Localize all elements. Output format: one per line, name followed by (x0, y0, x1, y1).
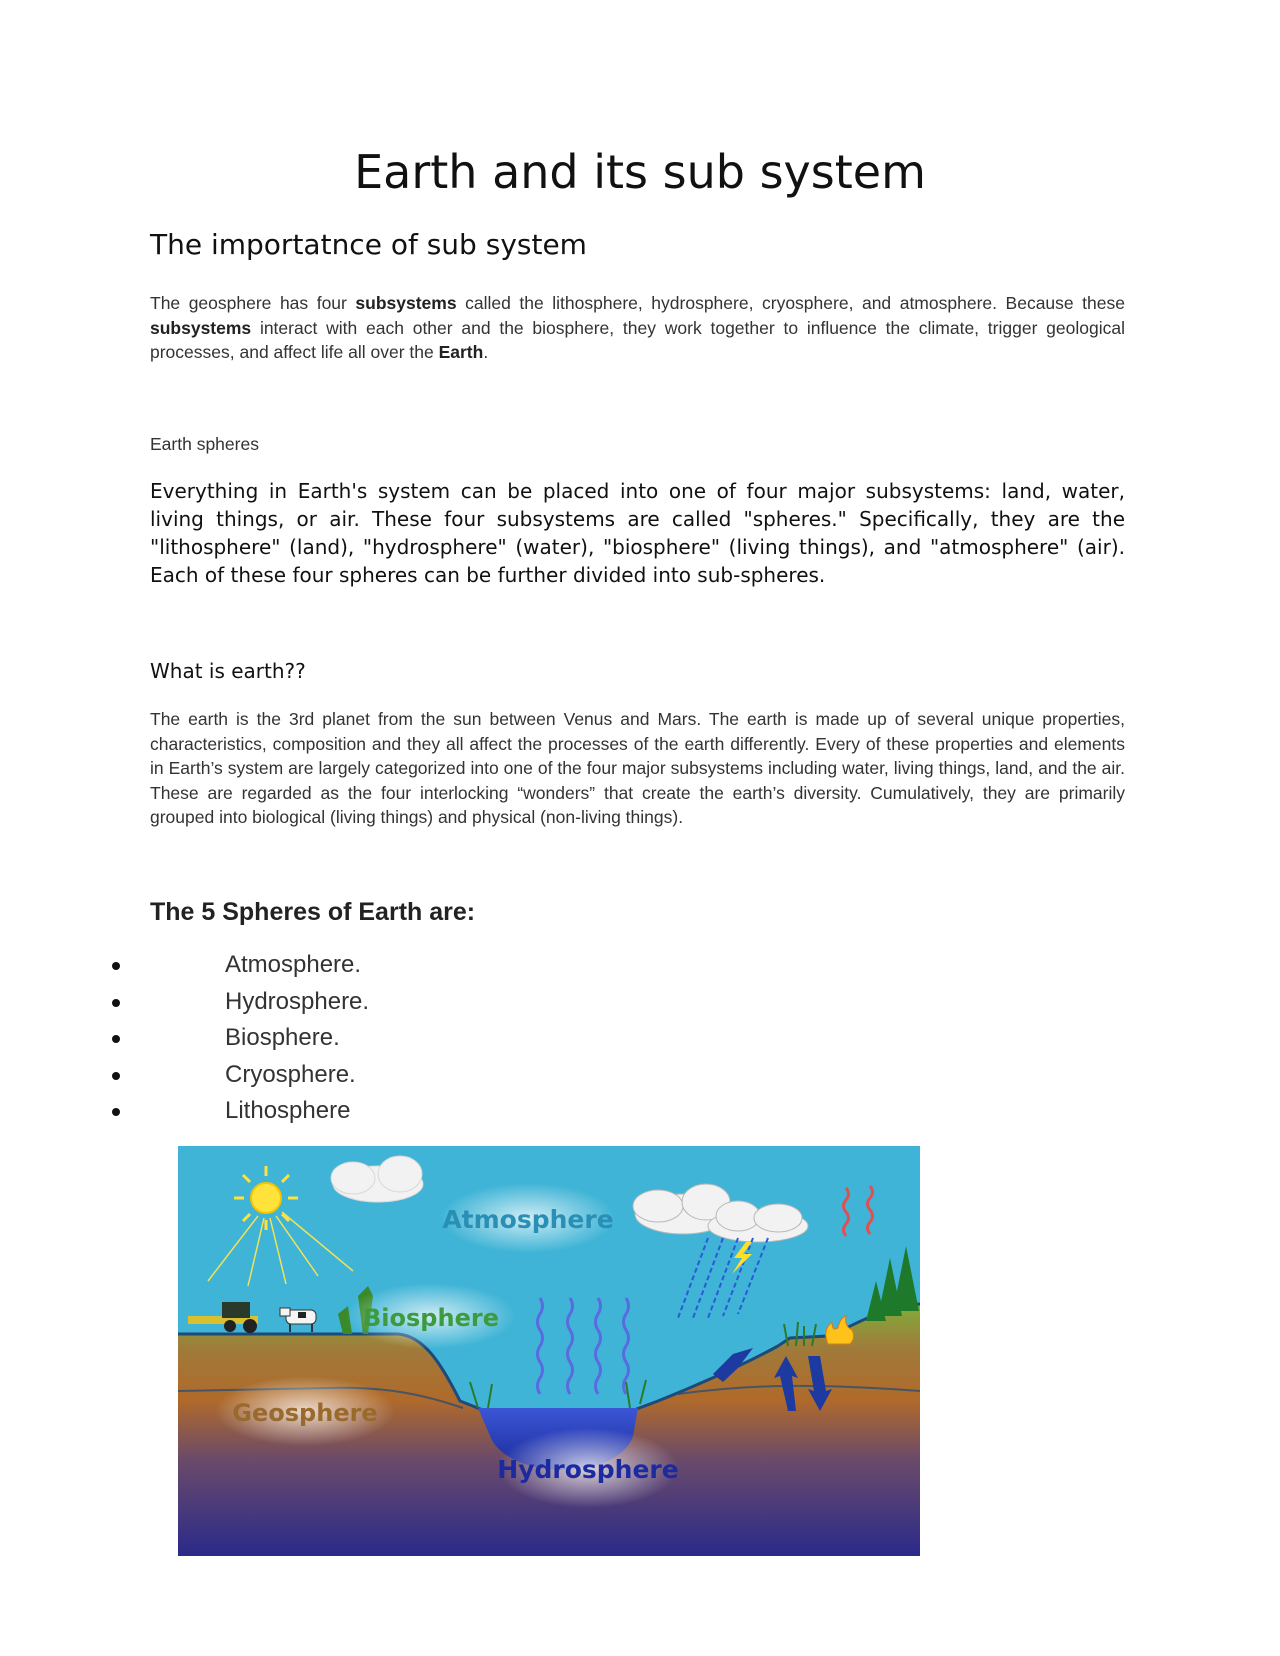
section-heading-what-is-earth: What is earth?? (150, 659, 306, 683)
geosphere-label: Geosphere (232, 1399, 378, 1427)
bullet-icon (112, 1072, 120, 1080)
biosphere-label: Biosphere (363, 1304, 499, 1332)
earth-spheres-diagram (178, 1146, 920, 1556)
section-heading-importance: The importatnce of sub system (150, 228, 587, 261)
page-title: Earth and its sub system (354, 145, 926, 199)
earth-spheres-label: Earth spheres (150, 434, 259, 454)
bullet-icon (112, 962, 120, 970)
bullet-icon (112, 1108, 120, 1116)
document-page: Earth and its sub system The importatnce of sub system The geosphere has four subsystems called the lithosphere, hydrosphere, cryosphere, and atmosphere. Because these subsystems interact with each other and the biosphere, they work together to influence the climate, trigger geological processes, and affect life all over the Earth. Earth spheres Everything in Earth's system can be placed into one of four major subsystems: land, water, living things, or air. These four subsystems are called "spheres." Specifically, they are the "lithosphere" (land), "hydrosphere" (water), "biosphere" (living things), and "atmosphere" (air). Each of these four spheres can be further divided into sub-spheres. What is earth?? The earth is the 3rd planet from the sun between Venus and Mars. The earth is made up of several unique properties, characteristics, composition and they all affect the processes of the earth differently. Every of these properties and elements in Earth’s system are largely categorized into one of the four major subsystems including water, living things, land, and the air. These are regarded as the four interlocking “wonders” that create the earth’s diversity. Cumulatively, they are primarily grouped into biological (living things) and physical (non-living things). The 5 Spheres of Earth are: Atmosphere. Hydrosphere. Biosphere. Cryosphere. Lithosphere Atmosphere Biosphere Geosphere Hydrosphere (0, 0, 1280, 1656)
atmosphere-label: Atmosphere (442, 1205, 614, 1234)
paragraph-what-is-earth: The earth is the 3rd planet from the sun between Venus and Mars. The earth is made up of several unique properties, characteristics, composition and they all affect the processes of the earth differently. Every of these properties and elements in Earth’s system are largely categorized into one of the four major subsystems including water, living things, land, and the air. These are regarded as the four interlocking “wonders” that create the earth’s diversity. Cumulatively, they are primarily grouped into biological (living things) and physical (non-living things). (150, 709, 1125, 827)
hydrosphere-label: Hydrosphere (497, 1455, 679, 1484)
section-heading-five-spheres: The 5 Spheres of Earth are: (150, 898, 476, 926)
paragraph-subsystems: The geosphere has four subsystems called the lithosphere, hydrosphere, cryosphere, and atmosphere. Because these subsystems interact with each other and the biosphere, they work together to influence the climate, trigger geological processes, and affect life all over the Earth. (150, 293, 1125, 362)
bullet-icon (112, 999, 120, 1007)
bullet-icon (112, 1035, 120, 1043)
paragraph-earth-spheres: Everything in Earth's system can be placed into one of four major subsystems: land, water, living things, or air. These four subsystems are called "spheres." Specifically, they are the "lithosphere" (land), "hydrosphere" (water), "biosphere" (living things), and "atmosphere" (air). Each of these four spheres can be further divided into sub-spheres. (150, 479, 1125, 587)
